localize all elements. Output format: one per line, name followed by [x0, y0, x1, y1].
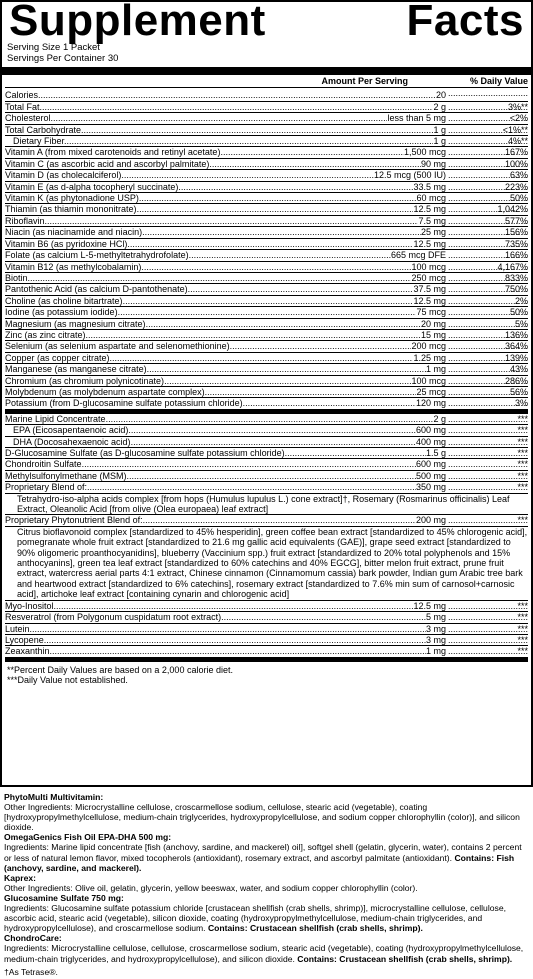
nutrient-amount: 600 mg	[415, 425, 446, 436]
nutrient-dv: ..... 139%	[448, 353, 528, 363]
nutrient-row	[5, 227, 528, 238]
nutrient-name: Lycopene .....	[5, 635, 426, 645]
nutrient-name: D-Glucosamine Sulfate (as D-glucosamine sulfate potassium chloride) .....	[5, 448, 426, 458]
nutrient-row	[5, 601, 528, 612]
nutrient-dv: ..... 223%	[448, 182, 528, 192]
nutrient-amount: 37.5 mg	[413, 284, 446, 295]
allergen-statement: Contains: Fish (anchovy, sardine, and mackerel).	[4, 852, 515, 873]
nutrient-dv: ..... ***	[448, 624, 528, 634]
nutrient-dv: ..... 577%	[448, 216, 528, 226]
nutrient-dv: ..... 3%	[448, 398, 528, 408]
nutrient-amount: 3 mg	[425, 634, 446, 645]
thick-divider	[2, 67, 531, 75]
nutrient-dv: ..... ***	[448, 437, 528, 447]
nutrient-name: Vitamin E (as d-alpha tocopheryl succinate) .....	[5, 182, 413, 192]
nutrient-amount: 75 mcg	[416, 307, 446, 318]
ingredient-heading: PhytoMulti Multivitamin:	[4, 792, 104, 802]
allergen-statement: Contains: Crustacean shellfish (crab shells, shrimp).	[207, 923, 423, 934]
nutrient-name: Iodine (as potassium iodide) .....	[5, 307, 416, 317]
nutrient-name: Pantothenic Acid (as calcium D-pantothenate) .....	[5, 284, 413, 294]
nutrient-amount: 25 mg	[420, 227, 446, 238]
nutrient-dv: ..... ***	[448, 515, 528, 525]
nutrient-dv: ..... ***	[448, 471, 528, 481]
nutrient-row	[5, 482, 528, 493]
nutrient-row	[5, 330, 528, 341]
serving-size: Serving Size 1 Packet	[7, 42, 100, 53]
nutrient-row	[5, 273, 528, 284]
nutrient-amount: 250 mcg	[411, 272, 446, 283]
amount-header: Amount Per Serving	[321, 76, 408, 86]
ingredient-text	[4, 842, 531, 872]
nutrient-dv: ..... 100%	[448, 159, 528, 169]
nutrient-row	[5, 353, 528, 364]
nutrient-dv: ..... 50%	[448, 193, 528, 203]
panel-title	[5, 0, 528, 45]
nutrient-amount: 100 mcg	[411, 375, 446, 386]
nutrient-row	[5, 448, 528, 459]
nutrient-amount: 1,500 mcg	[403, 147, 446, 158]
nutrient-row	[5, 612, 528, 623]
nutrient-row	[5, 239, 528, 250]
nutrient-dv: ..... 167%	[448, 147, 528, 157]
nutrient-dv: ..... ***	[448, 601, 528, 611]
specialty-rows	[5, 414, 528, 494]
nutrient-name: Total Fat .....	[5, 102, 433, 112]
blend-description: Tetrahydro-iso-alpha acids complex [from hops (Humulus lupulus L.) cone extract]†, Rosemary (Rosmarinus officinalis) Leaf Extract, Oleanolic Acid [from olive (Olea europaea) leaf extract]	[5, 494, 528, 516]
footnote-dv: **Percent Daily Values are based on a 2,000 calorie diet.	[7, 664, 233, 675]
nutrient-name: Calories .....	[5, 90, 436, 100]
nutrient-amount: 1 g	[433, 124, 446, 135]
nutrient-dv: ..... ***	[448, 646, 528, 656]
nutrient-name: Proprietary Blend of: .....	[5, 482, 416, 492]
ingredient-list: Other Ingredients: Olive oil, gelatin, glycerin, yellow beeswax, water, and sodium copper chlorophyllin (color).	[4, 882, 418, 893]
nutrient-amount: 25 mcg	[416, 386, 446, 397]
servings-per-container: Servings Per Container 30	[7, 53, 119, 64]
nutrient-row	[5, 147, 528, 158]
nutrient-row	[5, 515, 528, 526]
nutrient-dv: ..... 156%	[448, 227, 528, 237]
nutrient-name: Dietary Fiber .....	[5, 136, 433, 146]
nutrient-name: Myo-Inositol .....	[5, 601, 413, 611]
dv-header: % Daily Value	[469, 76, 528, 86]
nutrient-name: Marine Lipid Concentrate .....	[5, 414, 433, 424]
nutrient-dv: ..... 2%	[448, 296, 528, 306]
nutrient-amount: 200 mcg	[411, 341, 446, 352]
nutrient-dv: ..... ***	[448, 635, 528, 645]
ingredient-heading: OmegaGenics Fish Oil EPA-DHA 500 mg:	[4, 832, 172, 843]
nutrient-row	[5, 125, 528, 136]
nutrient-amount: 20	[435, 90, 446, 101]
ingredient-text	[4, 883, 531, 893]
nutrient-name: Niacin (as niacinamide and niacin) .....	[5, 227, 421, 237]
ingredient-list: Ingredients: Microcrystalline cellulose, cellulose, croscarmellose sodium, stearic acid (vegetable), coating (hydroxypropylmethylcellulose, medium-chain triglycerides, and hydroxypropylcellulose), and silicon dioxide.	[4, 943, 524, 964]
nutrient-dv: ..... 3%**	[448, 102, 528, 112]
nutrient-name: Manganese (as manganese citrate) .....	[5, 364, 426, 374]
nutrient-name: Cholesterol .....	[5, 113, 387, 123]
nutrient-name: Resveratrol (from Polygonum cuspidatum root extract) .....	[5, 612, 426, 622]
extra-rows	[5, 601, 528, 658]
ingredient-heading: ChondroCare:	[4, 933, 62, 944]
nutrient-row	[5, 341, 528, 352]
ingredient-text	[4, 903, 531, 933]
nutrient-name: Chondroitin Sulfate .....	[5, 459, 416, 469]
footnote-not-established: ***Daily Value not established.	[7, 675, 128, 686]
footnotes	[5, 662, 528, 689]
nutrient-amount: 1 mg	[425, 646, 446, 657]
nutrient-row	[5, 307, 528, 318]
nutrient-row	[5, 459, 528, 470]
nutrient-amount: 60 mcg	[416, 193, 446, 204]
nutrient-dv: ..... 4,167%	[448, 262, 528, 272]
nutrient-amount: 3 mg	[425, 623, 446, 634]
nutrient-name: Biotin .....	[5, 273, 411, 283]
nutrient-amount: less than 5 mg	[387, 113, 446, 124]
nutrient-row	[5, 471, 528, 482]
nutrient-amount: 665 mcg DFE	[390, 250, 446, 261]
nutrient-dv: ..... 750%	[448, 284, 528, 294]
nutrient-name: Potassium (from D-glucosamine sulfate potassium chloride) .....	[5, 398, 416, 408]
nutrient-name: Folate (as calcium L-5-methyltetrahydrofolate) .....	[5, 250, 391, 260]
nutrient-name: Riboflavin .....	[5, 216, 418, 226]
nutrient-dv: ..... 833%	[448, 273, 528, 283]
nutrient-name: Vitamin B6 (as pyridoxine HCl) .....	[5, 239, 413, 249]
nutrient-row	[5, 414, 528, 425]
nutrient-dv: ..... 5%	[448, 319, 528, 329]
allergen-statement: Contains: Crustacean shellfish (crab shells, shrimp).	[297, 953, 513, 964]
nutrient-name: Chromium (as chromium polynicotinate) .....	[5, 376, 411, 386]
nutrient-amount: 1.25 mg	[413, 352, 446, 363]
nutrient-dv: ..... ***	[448, 448, 528, 458]
nutrient-amount: 500 mg	[415, 470, 446, 481]
nutrient-dv: ..... <2%	[448, 113, 528, 123]
nutrient-row	[5, 624, 528, 635]
nutrient-row	[5, 319, 528, 330]
nutrient-amount: 12.5 mcg (500 IU)	[373, 170, 446, 181]
nutrient-row	[5, 182, 528, 193]
nutrient-row	[5, 635, 528, 646]
nutrient-dv: ..... ***	[448, 414, 528, 424]
nutrient-row	[5, 193, 528, 204]
nutrient-name: Vitamin B12 (as methylcobalamin) .....	[5, 262, 411, 272]
nutrient-dv: ..... 50%	[448, 307, 528, 317]
ingredient-list: Ingredients: Glucosamine sulfate potassium chloride [crustacean shellfish (crab shells, shrimp)], microcrystalline cellulose, cellulose, ascorbic acid, stearic acid (vegetable), silicon dioxide, coating (hydroxypropylmethylcellulose, medium-chain triglycerides, and hydroxypropylcellulose), and croscarmellose sodium.	[4, 903, 506, 934]
nutrient-amount: 90 mg	[420, 158, 446, 169]
nutrient-row	[5, 376, 528, 387]
nutrient-dv: ..... 136%	[448, 330, 528, 340]
nutrient-row	[5, 425, 528, 436]
nutrient-amount: 12.5 mg	[413, 600, 446, 611]
nutrient-amount: 2 g	[433, 101, 446, 112]
nutrient-name: Zeaxanthin .....	[5, 646, 426, 656]
nutrient-row	[5, 204, 528, 215]
nutrient-amount: 1 mg	[425, 364, 446, 375]
nutrient-row	[5, 102, 528, 113]
tetrase-footnote: †As Tetrase®.	[4, 966, 58, 977]
nutrient-amount: 12.5 mg	[413, 238, 446, 249]
nutrient-amount: 2 g	[433, 413, 446, 424]
nutrient-dv: ..... ***	[448, 482, 528, 492]
nutrient-amount: 100 mcg	[411, 261, 446, 272]
nutrient-dv: ..... 63%	[448, 170, 528, 180]
nutrient-amount: 1.5 g	[425, 448, 446, 458]
nutrient-amount: 12.5 mg	[413, 204, 446, 215]
nutrient-dv	[448, 88, 528, 98]
nutrient-dv: ..... ***	[448, 612, 528, 622]
nutrient-dv: ..... 735%	[448, 239, 528, 249]
nutrient-name: Selenium (as selenium aspartate and selenomethionine) .....	[5, 341, 411, 351]
nutrient-name: Thiamin (as thiamin mononitrate) .....	[5, 204, 413, 214]
nutrient-name: Molybdenum (as molybdenum aspartate complex) .....	[5, 387, 416, 397]
ingredient-list: Other Ingredients: Microcrystalline cellulose, croscarmellose sodium, cellulose, stearic acid (vegetable), coating [hydroxypropylmethylcellulose, medium-chain triglycerides, hydroxypropylcellulose, and sodium copper chlorophyllin (color)], and silicon dioxide.	[4, 802, 520, 833]
nutrient-amount: 12.5 mg	[413, 295, 446, 306]
nutrient-row	[5, 284, 528, 295]
nutrient-name: Lutein .....	[5, 624, 426, 634]
nutrient-amount: 7.5 mg	[418, 215, 446, 226]
nutrient-amount: 200 mg	[415, 515, 446, 526]
nutrient-amount: 600 mg	[415, 459, 446, 470]
nutrient-name: Magnesium (as magnesium citrate) .....	[5, 319, 421, 329]
nutrient-row	[5, 296, 528, 307]
column-header	[5, 75, 528, 88]
nutrient-name: Proprietary Phytonutrient Blend of: .....	[5, 515, 416, 525]
nutrient-name: Methylsulfonylmethane (MSM) .....	[5, 471, 416, 481]
nutrient-row	[5, 250, 528, 261]
nutrient-name: Zinc (as zinc citrate) .....	[5, 330, 421, 340]
nutrient-dv: ..... 4%**	[448, 136, 528, 146]
nutrient-row	[5, 170, 528, 181]
nutrient-dv: ..... 43%	[448, 364, 528, 374]
nutrient-name: Vitamin C (as ascorbic acid and ascorbyl palmitate) .....	[5, 159, 421, 169]
nutrient-row	[5, 364, 528, 375]
ingredient-heading: Kaprex:	[4, 872, 36, 883]
nutrient-dv: ..... ***	[448, 425, 528, 435]
ingredient-list: Ingredients: Marine lipid concentrate [fish (anchovy, sardine, and mackerel) oil], softgel shell (gelatin, glycerin, water), contains 2 percent or less of natural lemon flavor, mixed tocopherols (antioxidant), rosemary extract, and ascorbyl palmitate (antioxidant).	[4, 842, 522, 863]
nutrient-name: DHA (Docosahexaenoic acid) .....	[5, 437, 416, 447]
nutrient-name: Vitamin K (as phytonadione USP) .....	[5, 193, 416, 203]
nutrient-amount: 15 mg	[420, 329, 446, 340]
nutrient-name: Copper (as copper citrate) .....	[5, 353, 413, 363]
ingredient-text	[4, 802, 531, 832]
phyto-row	[5, 515, 528, 526]
nutrient-row	[5, 398, 528, 409]
phyto-blend-description: Citrus bioflavonoid complex [standardized to 45% hesperidin], green coffee bean extract [standardized to 45% chlorogenic acid], pomegranate whole fruit extract [standardized to 21.6 mg gallic acid equivalents (GAE)], grape seed extract [standardized to 90% oligomeric proanthocyanidins], blueberry (Vaccinium spp.) fruit extract [standardized to 20% total polyphenols and 15% anthocyanins], green tea leaf extract [standardized to 60% catechins and 40% EGCG], bitter melon fruit extract, prune fruit extract, watercress aerial parts 4:1 extract, Chinese cinnamon (Cinnamomum cassia) bark powder, Indian gum Arabic tree bark and heartwood extract [standardized to 6% catechins], rosemary extract [standardized to 7.6% min sum of carnosol+carnosic acid], artichoke leaf extract [containing cynarin and chlorogenic acid]	[5, 527, 528, 601]
ingredients-section	[4, 792, 531, 977]
nutrient-row	[5, 262, 528, 273]
ingredient-heading: Glucosamine Sulfate 750 mg:	[4, 892, 124, 903]
nutrient-dv: ..... 56%	[448, 387, 528, 397]
nutrient-amount: 120 mg	[415, 398, 446, 409]
nutrient-row	[5, 216, 528, 227]
nutrient-amount: 33.5 mg	[413, 181, 446, 192]
nutrient-row	[5, 136, 528, 147]
nutrient-name: EPA (Eicosapentaenoic acid) .....	[5, 425, 416, 435]
nutrient-name: Choline (as choline bitartrate) .....	[5, 296, 413, 306]
nutrient-dv: ..... 286%	[448, 376, 528, 386]
nutrient-row	[5, 387, 528, 398]
nutrient-dv: ..... 1,042%	[448, 204, 528, 214]
nutrient-name: Vitamin D (as cholecalciferol) .....	[5, 170, 374, 180]
nutrient-name: Total Carbohydrate .....	[5, 125, 433, 135]
nutrient-amount: 20 mg	[420, 318, 446, 329]
nutrient-row	[5, 113, 528, 124]
nutrient-name: Vitamin A (from mixed carotenoids and retinyl acetate) .....	[5, 147, 404, 157]
nutrient-rows	[5, 88, 528, 410]
nutrient-dv: ..... ***	[448, 459, 528, 469]
nutrient-dv: ..... <1%**	[448, 125, 528, 135]
nutrient-dv: ..... 166%	[448, 250, 528, 260]
nutrient-amount: 5 mg	[425, 612, 446, 623]
nutrient-row	[5, 437, 528, 448]
nutrient-amount: 1 g	[433, 136, 446, 147]
nutrient-row	[5, 88, 528, 102]
nutrient-row	[5, 159, 528, 170]
nutrient-amount: 400 mg	[415, 436, 446, 447]
nutrient-row	[5, 646, 528, 657]
title-left: Supplement	[9, 0, 266, 45]
title-right: Facts	[406, 0, 524, 45]
nutrient-amount: 350 mg	[415, 482, 446, 493]
ingredient-text	[4, 943, 531, 963]
nutrient-dv: ..... 364%	[448, 341, 528, 351]
